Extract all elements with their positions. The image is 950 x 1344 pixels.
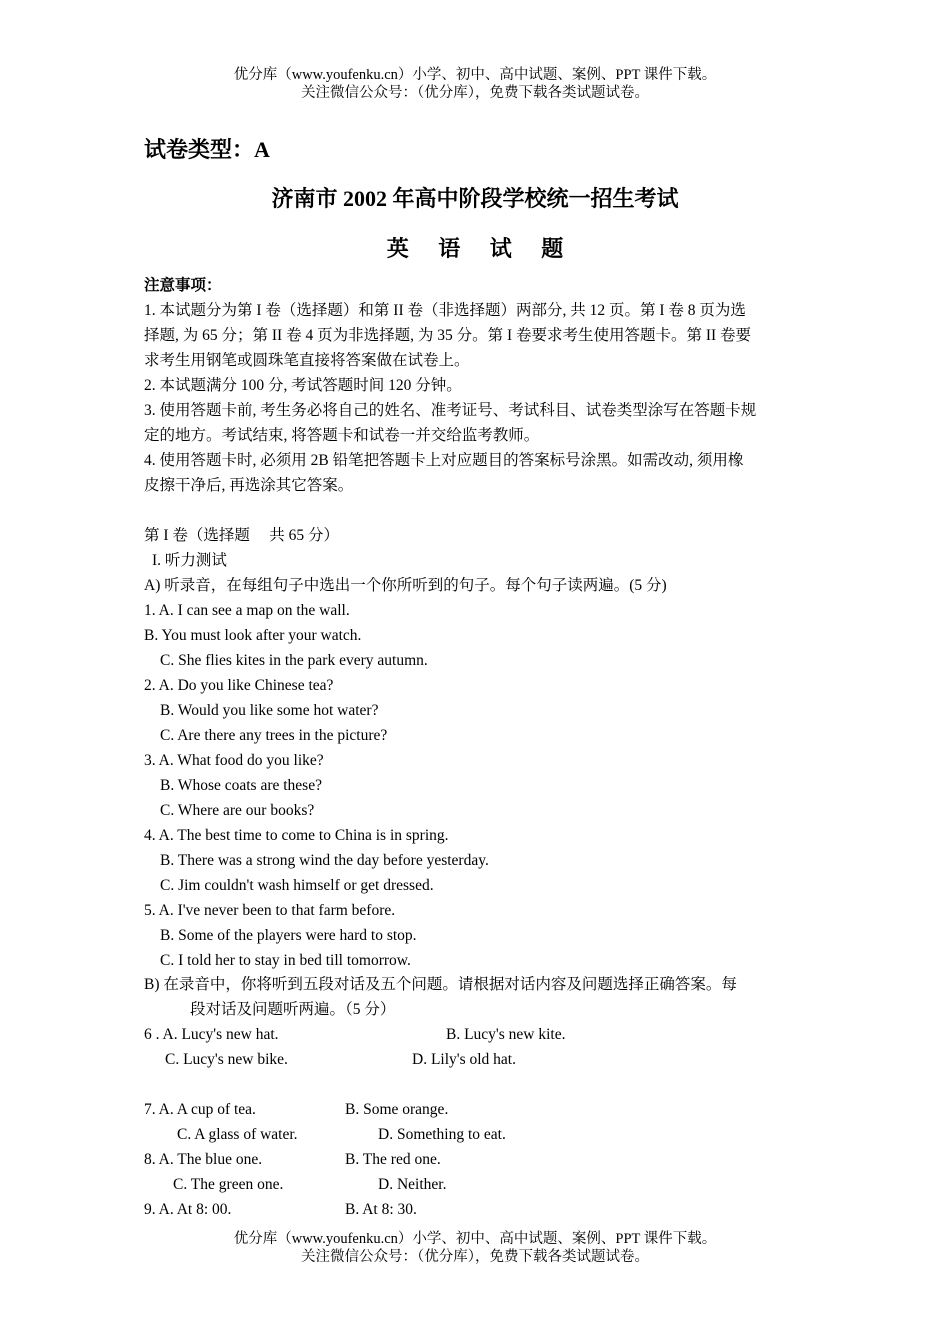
question-option: C. Jim couldn't wash himself or get dressed. <box>160 877 434 894</box>
part1-heading: 第 I 卷（选择题 共 65 分） <box>144 527 340 544</box>
question-option: C. Are there any trees in the picture? <box>160 727 388 744</box>
question-option: B. At 8: 30. <box>345 1201 417 1218</box>
notes-line: 2. 本试题满分 100 分, 考试答题时间 120 分钟。 <box>144 377 462 394</box>
notes-line: 定的地方。考试结束, 将答题卡和试卷一并交给监考教师。 <box>144 427 540 444</box>
question-option: 4. A. The best time to come to China is in spring. <box>144 827 449 844</box>
exam-subtitle: 英 语 试 题 <box>386 236 576 261</box>
question-option: C. Where are our books? <box>160 802 315 819</box>
question-option: 1. A. I can see a map on the wall. <box>144 602 350 619</box>
notes-line: 4. 使用答题卡时, 必须用 2B 铅笔把答题卡上对应题目的答案标号涂黑。如需改动, 须用橡 <box>144 452 744 469</box>
question-option: B. Lucy's new kite. <box>446 1026 566 1043</box>
question-option: 2. A. Do you like Chinese tea? <box>144 677 334 694</box>
question-option: 7. A. A cup of tea. <box>144 1101 256 1118</box>
question-option: 3. A. What food do you like? <box>144 752 324 769</box>
section-a-instruction: A) 听录音，在每组句子中选出一个你所听到的句子。每个句子读两遍。(5 分) <box>144 577 667 594</box>
section-listening: I. 听力测试 <box>152 552 227 569</box>
notes-line: 3. 使用答题卡前, 考生务必将自己的姓名、准考证号、考试科目、试卷类型涂写在答题卡规 <box>144 402 757 419</box>
header-line-1: 优分库（www.youfenku.cn）小学、初中、高中试题、案例、PPT 课件下载。 <box>233 67 717 83</box>
question-option: D. Something to eat. <box>378 1126 506 1143</box>
question-option: B. Whose coats are these? <box>160 777 322 794</box>
footer-line-1: 优分库（www.youfenku.cn）小学、初中、高中试题、案例、PPT 课件下载。 <box>233 1231 717 1247</box>
notes-line: 1. 本试题分为第 I 卷（选择题）和第 II 卷（非选择题）两部分, 共 12 页。第 I 卷 8 页为选 <box>144 302 746 319</box>
question-option: B. The red one. <box>345 1151 441 1168</box>
header-line-2: 关注微信公众号：（优分库），免费下载各类试题试卷。 <box>301 85 649 101</box>
notes-line: 择题, 为 65 分；第 II 卷 4 页为非选择题, 为 35 分。第 I 卷要求考生使用答题卡。第 II 卷要 <box>144 327 752 344</box>
notes-line: 求考生用钢笔或圆珠笔直接将答案做在试卷上。 <box>144 352 470 369</box>
question-option: D. Neither. <box>378 1176 447 1193</box>
question-option: 6 . A. Lucy's new hat. <box>144 1026 279 1043</box>
question-option: 9. A. At 8: 00. <box>144 1201 232 1218</box>
notes-line: 皮擦干净后, 再选涂其它答案。 <box>144 477 354 494</box>
question-option: C. The green one. <box>173 1176 284 1193</box>
question-option: B. Would you like some hot water? <box>160 702 379 719</box>
question-option: C. She flies kites in the park every autumn. <box>160 652 428 669</box>
section-b-instruction: B) 在录音中，你将听到五段对话及五个问题。请根据对话内容及问题选择正确答案。每 <box>144 976 737 993</box>
notes-heading: 注意事项： <box>144 277 222 294</box>
question-option: C. I told her to stay in bed till tomorrow. <box>160 952 411 969</box>
question-option: 8. A. The blue one. <box>144 1151 263 1168</box>
page-header <box>0 66 950 102</box>
paper-type: 试卷类型：A <box>144 137 270 162</box>
question-option: 5. A. I've never been to that farm before. <box>144 902 396 919</box>
section-b-instruction-cont: 段对话及问题听两遍。（5 分） <box>190 1001 396 1018</box>
question-option: B. You must look after your watch. <box>144 627 362 644</box>
footer-line-2: 关注微信公众号：（优分库），免费下载各类试题试卷。 <box>301 1249 649 1265</box>
question-option: B. Some orange. <box>345 1101 449 1118</box>
page-footer <box>0 1230 950 1266</box>
question-option: B. Some of the players were hard to stop. <box>160 927 417 944</box>
question-option: C. Lucy's new bike. <box>165 1051 288 1068</box>
question-option: B. There was a strong wind the day before yesterday. <box>160 852 489 869</box>
question-option: D. Lily's old hat. <box>412 1051 516 1068</box>
question-option: C. A glass of water. <box>177 1126 298 1143</box>
exam-title: 济南市 2002 年高中阶段学校统一招生考试 <box>271 186 679 211</box>
